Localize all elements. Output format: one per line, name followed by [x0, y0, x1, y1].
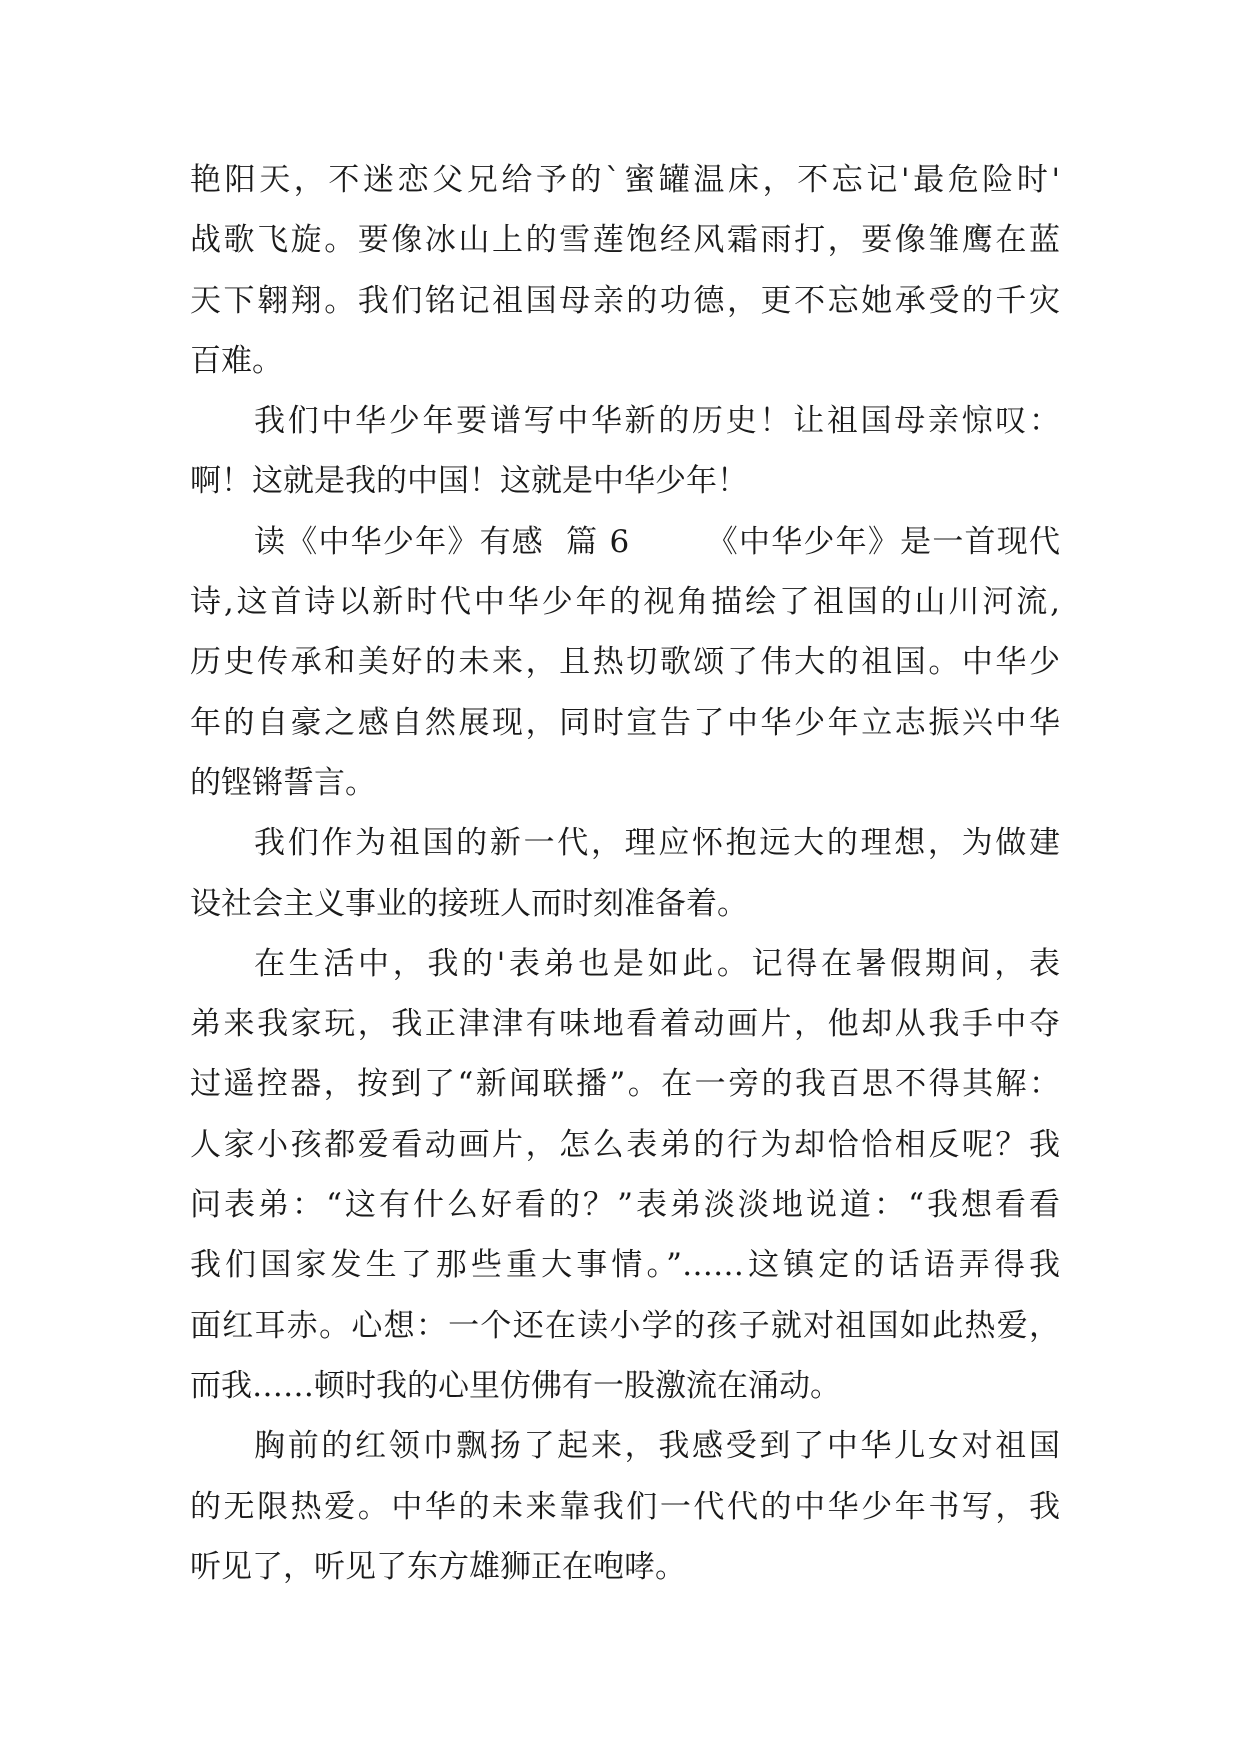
text-line: 百难。 — [190, 342, 283, 379]
text-line: 的无限热爱。中华的未来靠我们一代代的中华少年书写，我 — [190, 1488, 1060, 1525]
text-line: 天下翱翔。我们铭记祖国母亲的功德，更不忘她承受的千灾 — [190, 282, 1060, 319]
text-line: 我们作为祖国的新一代，理应怀抱远大的理想，为做建 — [254, 825, 1060, 862]
text-line: 诗,这首诗以新时代中华少年的视角描绘了祖国的山川河流, — [190, 584, 1060, 621]
text-line: 过遥控器，按到了“新闻联播”。在一旁的我百思不得其解： — [190, 1066, 1060, 1103]
text-line: 我们国家发生了那些重大事情。”……这镇定的话语弄得我 — [190, 1247, 1060, 1284]
text-line: 历史传承和美好的未来，且热切歌颂了伟大的祖国。中华少 — [190, 644, 1060, 681]
text-line: 战歌飞旋。要像冰山上的雪莲饱经风霜雨打，要像雏鹰在蓝 — [190, 222, 1060, 259]
section-heading-line: 读《中华少年》有感 篇 6 《中华少年》是一首现代 — [254, 523, 1060, 560]
text-line: 弟来我家玩，我正津津有味地看着动画片，他却从我手中夺 — [190, 1006, 1060, 1043]
text-line: 胸前的红领巾飘扬了起来，我感受到了中华儿女对祖国 — [254, 1428, 1060, 1465]
text-line: 设社会主义事业的接班人而时刻准备着。 — [190, 885, 748, 922]
text-line: 人家小孩都爱看动画片，怎么表弟的行为却恰恰相反呢？我 — [190, 1126, 1060, 1163]
document-body — [190, 150, 1060, 1597]
text-line: 我们中华少年要谱写中华新的历史！让祖国母亲惊叹： — [254, 403, 1060, 440]
text-line: 而我……顿时我的心里仿佛有一股激流在涌动。 — [190, 1367, 841, 1404]
text-line: 年的自豪之感自然展现，同时宣告了中华少年立志振兴中华 — [190, 704, 1060, 741]
text-line: 面红耳赤。心想：一个还在读小学的孩子就对祖国如此热爱， — [190, 1307, 1060, 1344]
text-line: 艳阳天，不迷恋父兄给予的`蜜罐温床，不忘记'最危险时' — [190, 162, 1060, 198]
text-line: 听见了，听见了东方雄狮正在咆哮。 — [190, 1548, 686, 1585]
text-line: 问表弟：“这有什么好看的？”表弟淡淡地说道：“我想看看 — [190, 1187, 1060, 1224]
text-line: 啊！这就是我的中国！这就是中华少年！ — [190, 463, 748, 500]
text-line: 的铿锵誓言。 — [190, 764, 376, 801]
text-line: 在生活中，我的'表弟也是如此。记得在暑假期间，表 — [254, 945, 1060, 982]
